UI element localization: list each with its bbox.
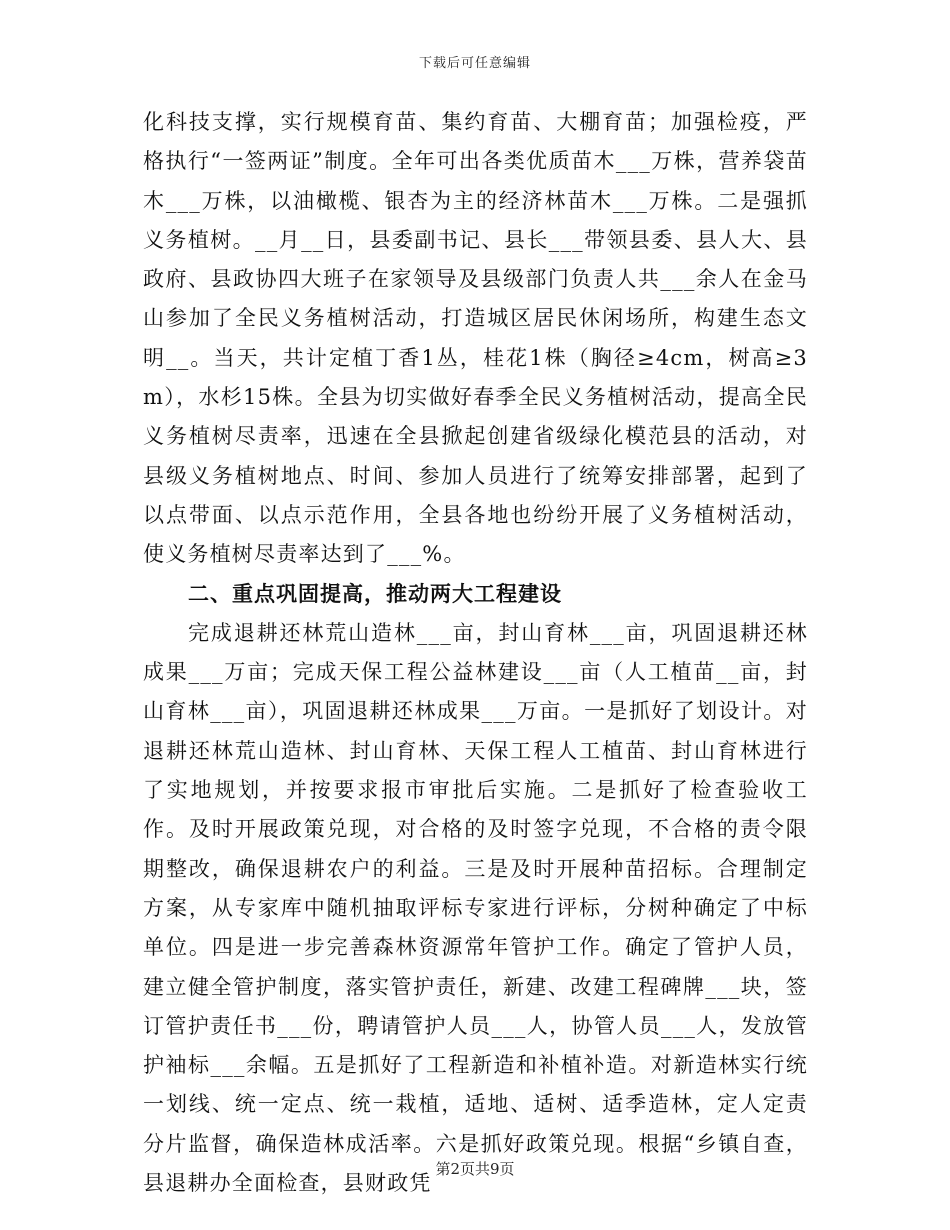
body-paragraph-1: 化科技支撑，实行规模育苗、集约育苗、大棚育苗；加强检疫，严格执行“一签两证”制度。全年可出各类优质苗木___万株，营养袋苗木___万株，以油橄榄、银杏为主的经济林苗木___万株。二是强抓义务植树。__月__日，县委副书记、县长___带领县委、县人大、县政府、县政协四大班子在家领导及县级部门负责人共___余人在金马山参加了全民义务植树活动，打造城区居民休闲场所，构建生态文明__。当天，共计定植丁香1丛，桂花1株（胸径≥4cm，树高≥3m），水杉15株。全县为切实做好春季全民义务植树活动，提高全民义务植树尽责率，迅速在全县掀起创建省级绿化模范县的活动，对县级义务植树地点、时间、参加人员进行了统筹安排部署，起到了以点带面、以点示范作用，全县各地也纷纷开展了义务植树活动，使义务植树尽责率达到了___%。: [143, 110, 808, 567]
page-footer-page-number: 第2页共9页: [435, 1160, 515, 1178]
document-body: [143, 103, 808, 1203]
body-paragraph-2: 完成退耕还林荒山造林___亩，封山育林___亩，巩固退耕还林成果___万亩；完成天保工程公益林建设___亩（人工植苗__亩，封山育林___亩），巩固退耕还林成果___万亩。一是抓好了划设计。对退耕还林荒山造林、封山育林、天保工程人工植苗、封山育林进行了实地规划，并按要求报市审批后实施。二是抓好了检查验收工作。及时开展政策兑现，对合格的及时签字兑现，不合格的责令限期整改，确保退耕农户的利益。三是及时开展种苗招标。合理制定方案，从专家库中随机抽取评标专家进行评标，分树种确定了中标单位。四是进一步完善森林资源常年管护工作。确定了管护人员，建立健全管护制度，落实管护责任，新建、改建工程碑牌___块，签订管护责任书___份，聘请管护人员___人，协管人员___人，发放管护袖标___余幅。五是抓好了工程新造和补植补造。对新造林实行统一划线、统一定点、统一栽植，适地、适树、适季造林，定人定责分片监督，确保造林成活率。六是抓好政策兑现。根据“乡镇自查，县退耕办全面检查，县财政凭: [143, 620, 808, 1196]
section-heading: 二、重点巩固提高，推动两大工程建设: [188, 581, 562, 606]
page-header-note: 下载后可任意编辑: [418, 56, 531, 71]
